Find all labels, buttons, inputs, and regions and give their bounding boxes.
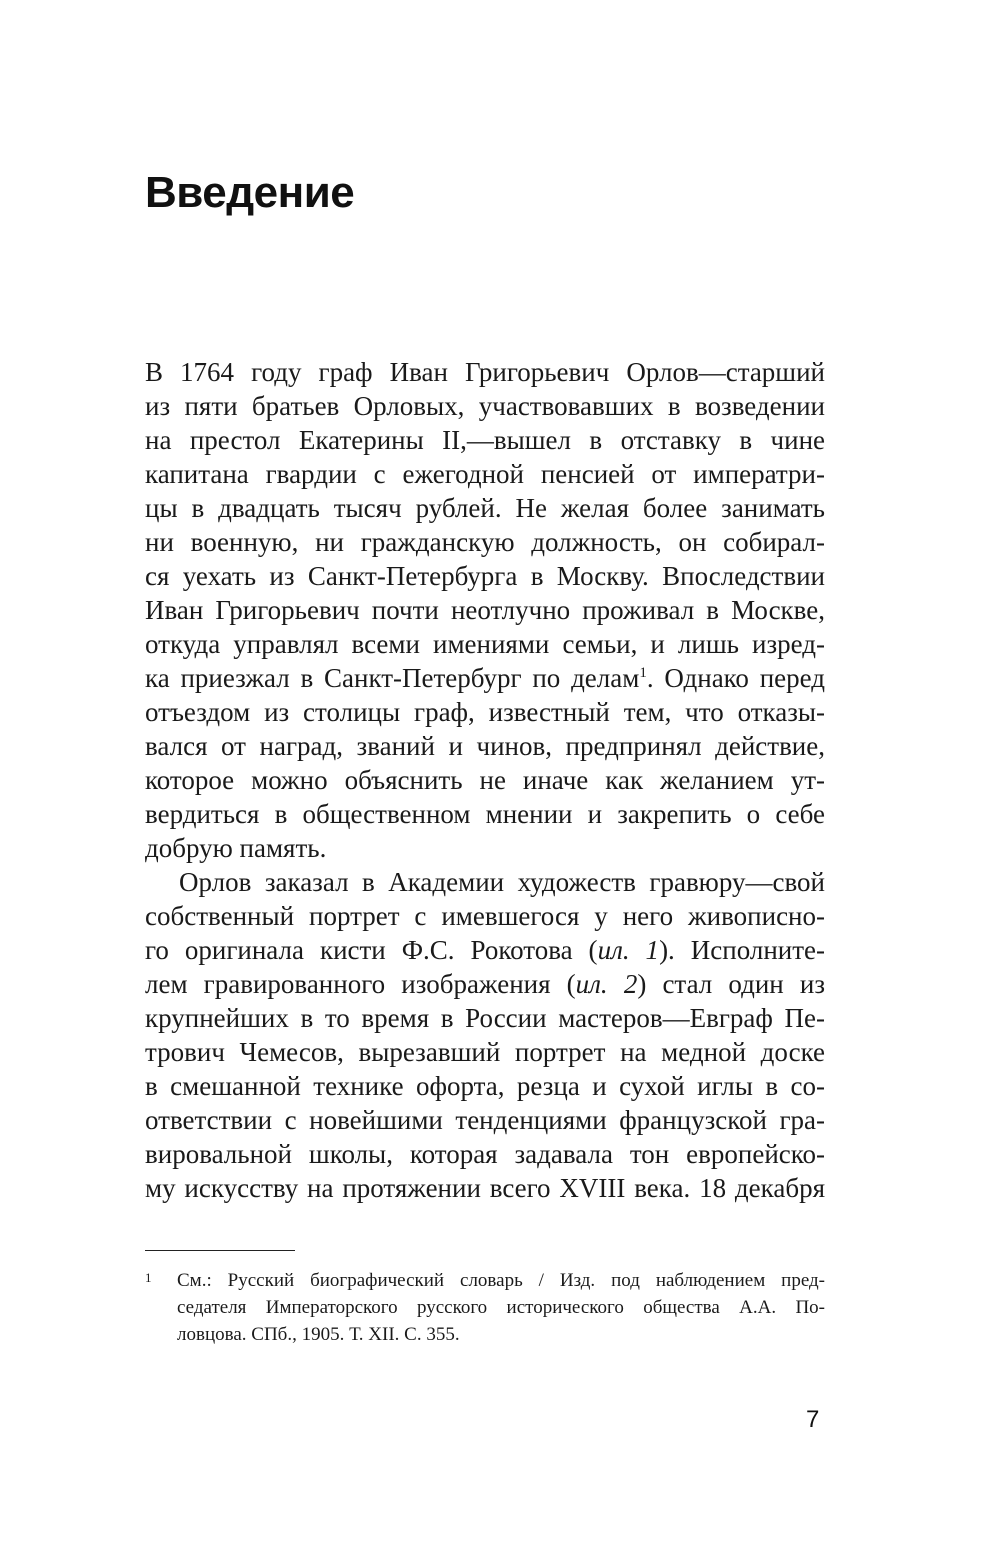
illustration-reference[interactable]: ил. 2 xyxy=(575,969,638,999)
text-segment: ). Исполните- xyxy=(659,935,825,965)
text-line: му искусству на протяжении всего XVIII века. 18 декабря xyxy=(145,1173,825,1203)
text-segment: лем гравированного изображения ( xyxy=(145,969,576,999)
text-line: капитана гвардии с ежегодной пенсией от императри- xyxy=(145,459,825,489)
text-line: в смешанной технике офорта, резца и сухой иглы в со- xyxy=(145,1071,825,1101)
text-line xyxy=(145,933,825,967)
text-segment: . Однако перед xyxy=(646,663,826,693)
text-line: крупнейших в то время в России мастеров—Евграф Пе- xyxy=(145,1003,825,1033)
footnotes xyxy=(145,1267,825,1348)
text-line: отъездом из столицы граф, известный тем, что отказы- xyxy=(145,697,825,727)
illustration-reference[interactable]: ил. 1 xyxy=(597,935,660,965)
footnote-mark: 1 xyxy=(145,1270,152,1285)
footnote-line: См.: Русский биографический словарь / Изд. под наблюдением пред- xyxy=(177,1270,825,1291)
text-line: вердиться в общественном мнении и закрепить о себе xyxy=(145,799,825,829)
footnote-reference[interactable]: 1 xyxy=(639,665,647,681)
text-line: из пяти братьев Орловых, участвовавших в возведении xyxy=(145,391,825,421)
text-line: которое можно объяснить не иначе как желанием ут- xyxy=(145,765,825,795)
text-line: собственный портрет с имевшегося у него живописно- xyxy=(145,901,825,931)
main-text xyxy=(145,355,825,1205)
text-line: ни военную, ни гражданскую должность, он собирал- xyxy=(145,527,825,557)
text-line: ся уехать из Санкт-Петербурга в Москву. Впоследствии xyxy=(145,561,825,591)
text-line: Орлов заказал в Академии художеств гравюру—свой xyxy=(179,867,825,897)
text-line: В 1764 году граф Иван Григорьевич Орлов—старший xyxy=(145,357,825,387)
text-line: Иван Григорьевич почти неотлучно проживал в Москве, xyxy=(145,595,825,625)
text-line: вировальной школы, которая задавала тон европейско- xyxy=(145,1139,825,1169)
page-number: 7 xyxy=(806,1406,820,1433)
text-segment: го оригинала кисти Ф.С. Рокотова ( xyxy=(145,935,598,965)
text-line xyxy=(145,967,825,1001)
text-line: ответствии с новейшими тенденциями французской гра- xyxy=(145,1105,825,1135)
text-line: трович Чемесов, вырезавший портрет на медной доске xyxy=(145,1037,825,1067)
footnote xyxy=(145,1267,825,1348)
text-line: цы в двадцать тысяч рублей. Не желая более занимать xyxy=(145,493,825,523)
text-line: вался от наград, званий и чинов, предпринял действие, xyxy=(145,731,825,761)
chapter-title: Введение xyxy=(145,168,355,217)
footnote-text xyxy=(177,1267,825,1348)
footnote-divider xyxy=(145,1250,295,1251)
text-line: добрую память. xyxy=(145,833,327,863)
text-segment: ) стал один из xyxy=(637,969,826,999)
text-line xyxy=(145,661,825,695)
text-line: на престол Екатерины II,—вышел в отставку в чине xyxy=(145,425,825,455)
text-segment: ка приезжал в Санкт-Петербург по делам xyxy=(145,663,640,693)
footnote-line: ловцова. СПб., 1905. Т. XII. С. 355. xyxy=(177,1324,460,1345)
text-line: откуда управлял всеми имениями семьи, и лишь изред- xyxy=(145,629,825,659)
footnote-line: седателя Императорского русского исторического общества А.А. По- xyxy=(177,1297,825,1318)
